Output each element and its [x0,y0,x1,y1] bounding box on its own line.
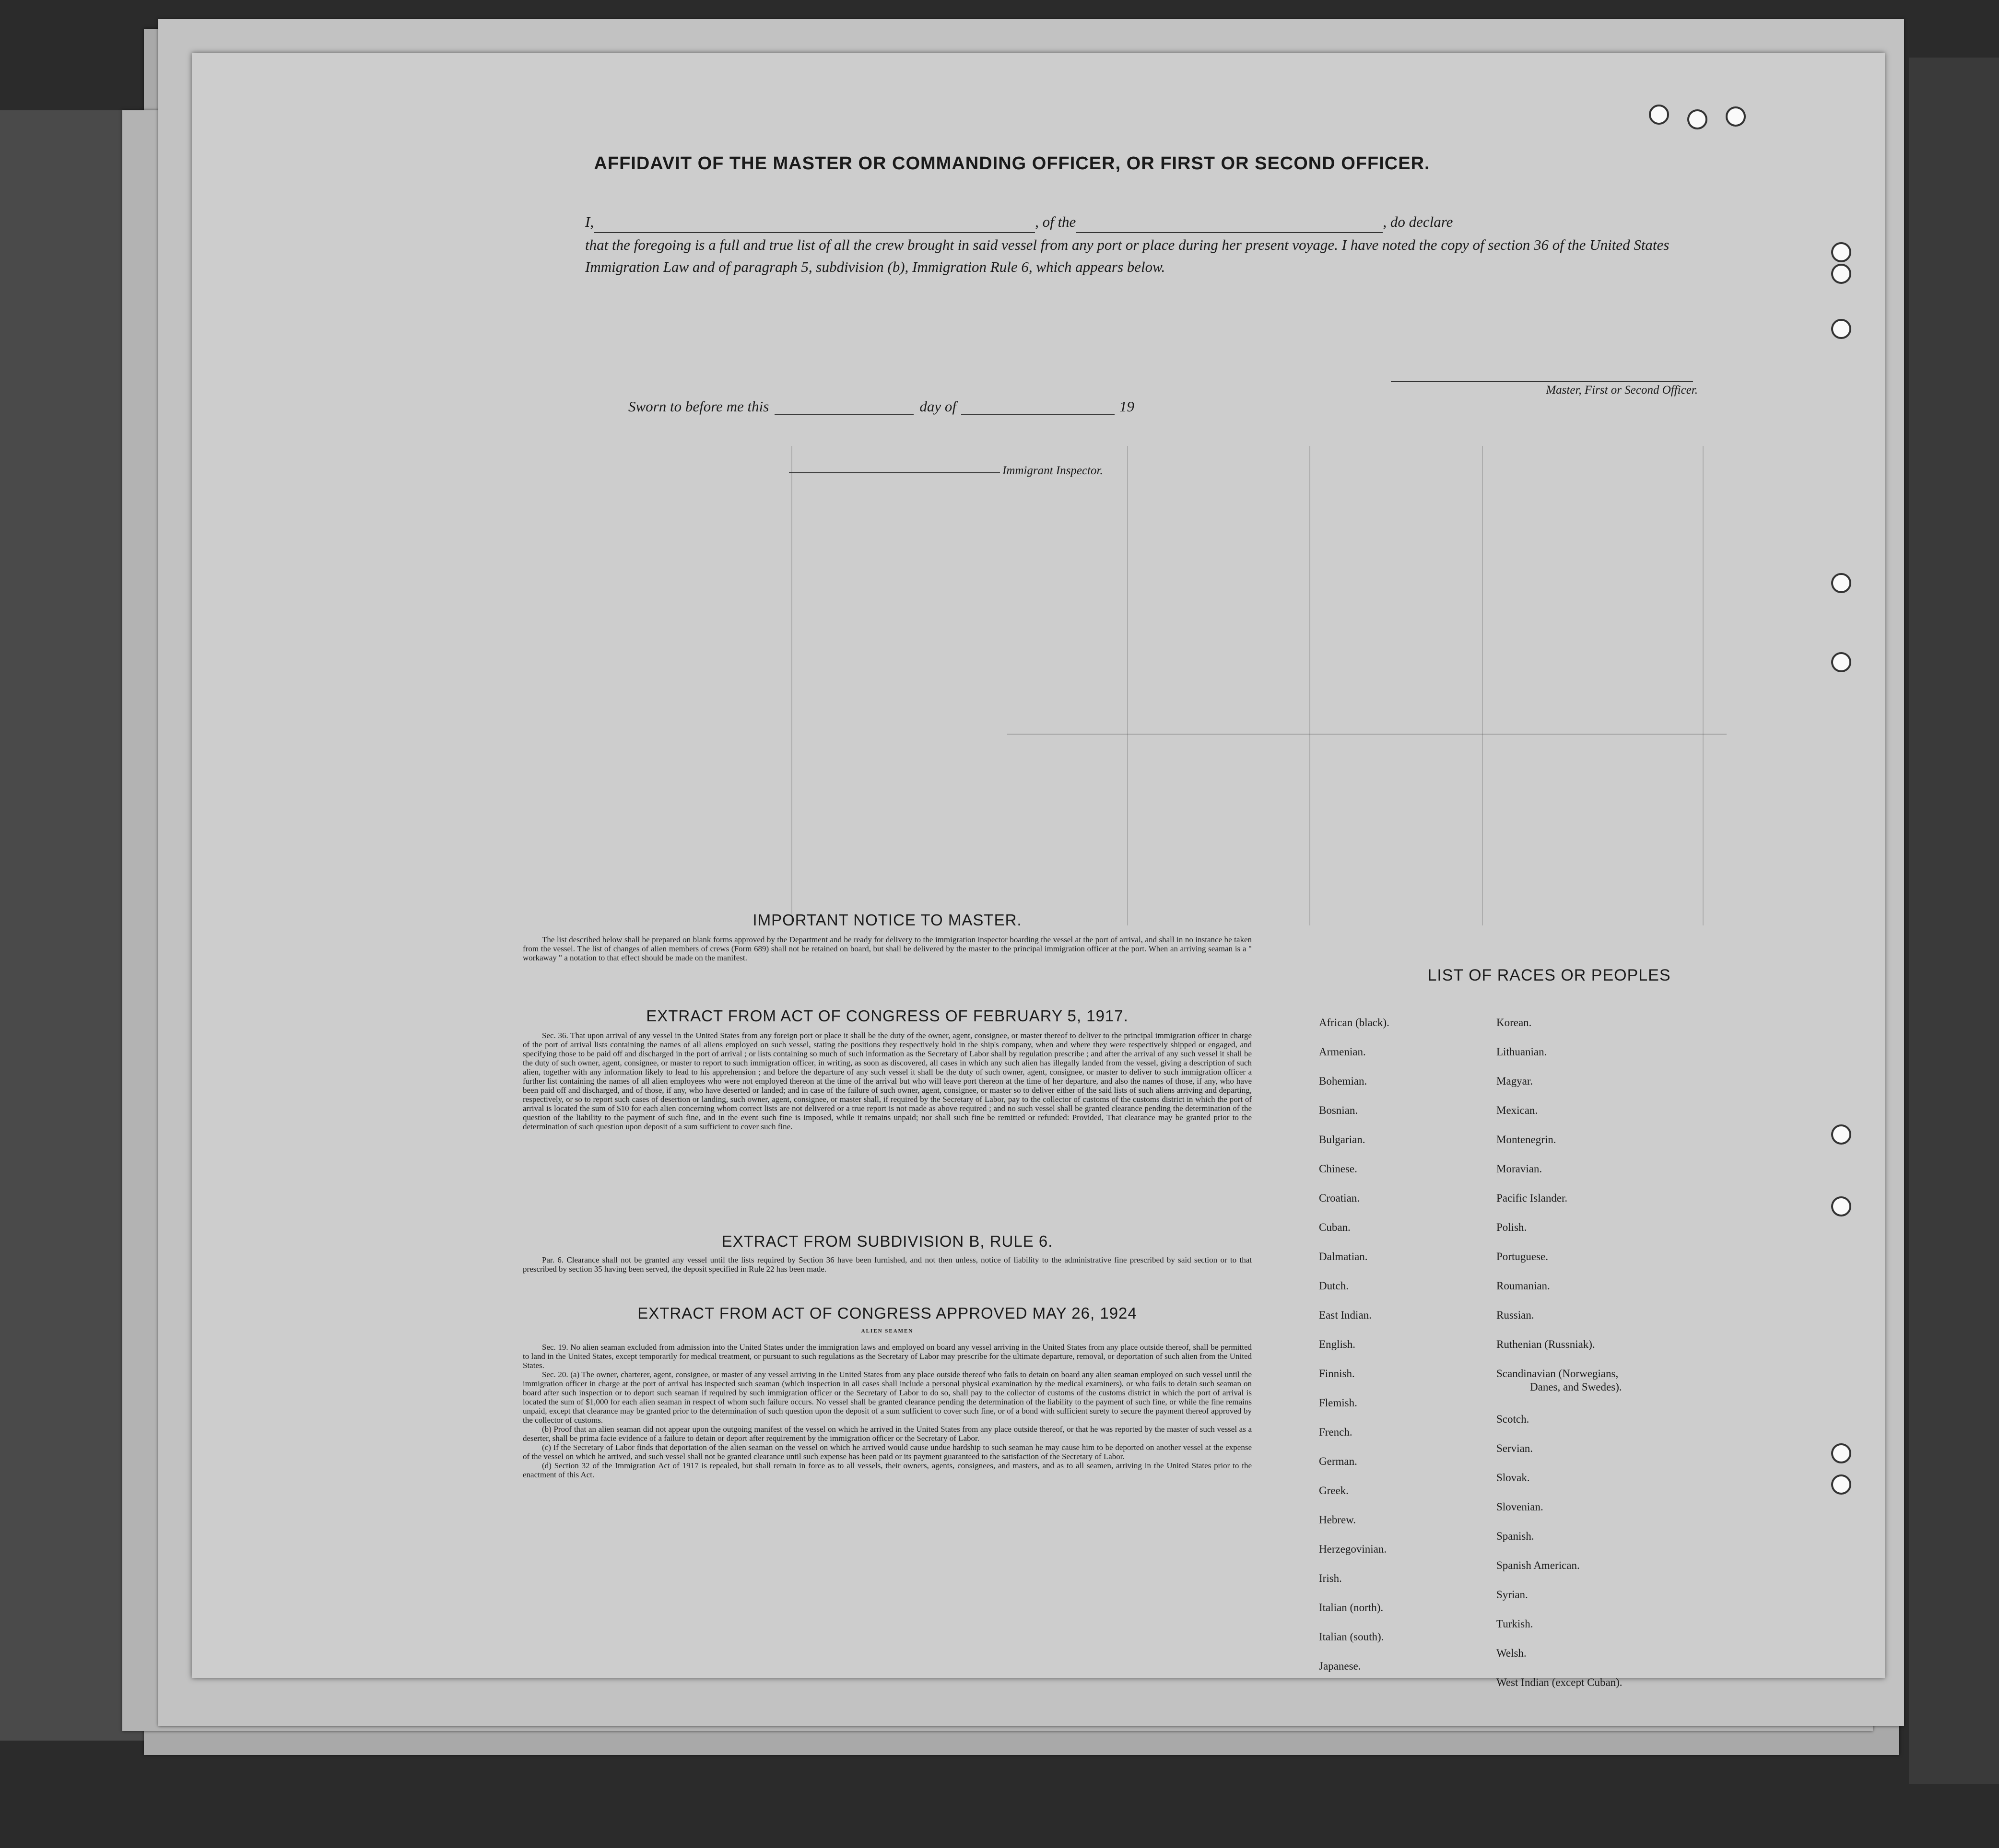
race-list-item: Mexican. [1496,1104,1538,1116]
race-list-item: Roumanian. [1496,1280,1550,1292]
extract-1924-paragraph: (d) Section 32 of the Immigration Act of 1917 is repealed, but shall remain in force as to all vessels, their owners, agents, consignees, and masters, and as to all seamen, arriving in the United States prior to the enactment of this Act. [523,1461,1252,1479]
punch-hole [1726,106,1746,127]
race-list-item: West Indian (except Cuban). [1496,1676,1623,1688]
inspector-line[interactable] [789,472,1000,473]
race-list-item: Chinese. [1319,1163,1357,1175]
race-list-item: Italian (north). [1319,1602,1384,1614]
race-list-item: Herzegovinian. [1319,1543,1387,1555]
race-list-item: Servian. [1496,1442,1533,1454]
bleed-through-line [1482,446,1483,925]
punch-hole [1831,242,1851,262]
race-list-item: Italian (south). [1319,1631,1384,1643]
extract-1924-paragraph: Sec. 19. No alien seaman excluded from admission into the United States under the immigration laws and employed on board any vessel arriving in the United States from any place outside thereof, shall be permitted to land in the United States, except temporarily for medical treatment, or pursuant to such regulations as the Secretary of Labor may prescribe for the ultimate departure, removal, or deportation of such alien from the United States. [523,1343,1252,1370]
race-list-item: Bohemian. [1319,1075,1367,1087]
extract-1917-title: EXTRACT FROM ACT OF CONGRESS OF FEBRUARY 5, 1917. [646,1007,1129,1025]
extract-1917-paragraph: Sec. 36. That upon arrival of any vessel in the United States from any foreign port or place it shall be the duty of the owner, agent, consignee, or master thereof to deliver to the principal immigration officer in charge of the port of arrival lists containing the names of all aliens employed on such vessel, stating the positions they respectively hold in the ship's company, when and where they were respectively shipped or engaged, and specifying those to be paid off and discharged in the port of arrival ; or lists containing so much of such information as the Secretary of Labor shall by regulation prescribe ; and after the arrival of any such vessel it shall be the duty of such owner, agent, consignee, or master to report to such immigration officer, in writing, as soon as discovered, all cases in which any such alien has illegally landed from the vessel, giving a description of such alien, together with any information likely to lead to his apprehension ; and before the departure of any such vessel it shall be the duty of such owner, agent, consignee, or master to deliver to such immigration officer a further list containing the names of all alien employees who were not employed thereon at the time of the arrival but who will leave port thereon at the time of her departure, and also the names of those, if any, who have been paid off and discharged, and of those, if any, who have deserted or landed; and in case of the failure of such owner, agent, consignee, or master so to deliver either of the said lists of such aliens arriving and departing, respectively, or so to report such cases of desertion or landing, such owner, agent, consignee, or master shall, if required by the Secretary of Labor, pay to the collector of customs of the customs district in which the port of arrival is located the sum of $10 for each alien concerning whom correct lists are not delivered or a true report is not made as above required ; and no such vessel shall be granted clearance pending the determination of the question of the liability to the payment of such fine, and in the event such fine is imposed, while it remains unpaid; nor shall such fine be remitted or refunded: Provided, That clearance may be granted prior to the determination of such question upon deposit of a sum sufficient to cover such fine. [523,1031,1252,1131]
notice-text [523,935,1252,962]
day-of-label: day of [919,398,956,415]
punch-hole [1831,652,1851,672]
vessel-blank[interactable] [1076,219,1383,233]
affidavit-text: that the foregoing is a full and true list of all the crew brought in said vessel from any port or place during her present voyage. I have noted the copy of section 36 of the United States Immigration Law and of paragraph 5, subdivision (b), Immigration Rule 6, which appears below. [585,236,1670,275]
race-list-item: Polish. [1496,1221,1527,1233]
race-list-item: Korean. [1496,1017,1532,1029]
race-list-item: Hebrew. [1319,1514,1356,1526]
punch-hole [1831,319,1851,339]
do-declare-label: , do declare [1383,213,1453,230]
race-list-item: Syrian. [1496,1589,1528,1601]
notice-paragraph: The list described below shall be prepared on blank forms approved by the Department and be ready for delivery to the immigration inspector boarding the vessel at the port of arrival, and shall in no instance be taken from the vessel. The list of changes of alien members of crews (Form 689) shall not be retained on board, but shall be delivered by the master to the principal immigration officer at the port. When an arriving seaman is a " workaway " a notation to that effect should be made on the manifest. [523,935,1252,962]
sworn-prefix: Sworn to before me this [628,398,769,415]
race-list-item: East Indian. [1319,1309,1372,1321]
race-list-item: Greek. [1319,1485,1349,1497]
scan-backdrop-right [1909,58,1999,1784]
punch-hole [1831,264,1851,284]
punch-hole [1831,1474,1851,1495]
race-list-item: Armenian. [1319,1046,1366,1058]
signature-caption: Master, First or Second Officer. [1546,384,1698,397]
race-list-item: Magyar. [1496,1075,1533,1087]
race-list-item: Welsh. [1496,1647,1527,1659]
punch-hole [1649,105,1669,125]
day-blank[interactable] [775,401,914,415]
race-list-item: African (black). [1319,1017,1389,1029]
extract-1917-text [523,1031,1252,1131]
bleed-through-line [1309,446,1310,925]
extract-1924-paragraph: (c) If the Secretary of Labor finds that deportation of the alien seaman on the vessel on which he arrived would cause undue hardship to such seaman he may cause him to be deported on another vessel at the expense of the vessel on which he arrived, and such vessel shall not be granted clearance until such expense has been paid or its payment guaranteed to the satisfaction of the Secretary of Labor. [523,1443,1252,1461]
race-list-item: Cuban. [1319,1221,1351,1233]
race-list-item: Bosnian. [1319,1104,1358,1116]
punch-hole [1687,109,1707,129]
race-list-item: Danes, and Swedes). [1530,1381,1622,1393]
race-list-item: Moravian. [1496,1163,1542,1175]
race-list-item: Slovak. [1496,1472,1530,1484]
year-label: 19 [1119,398,1134,415]
i-label: I, [585,213,594,230]
rule6-title: EXTRACT FROM SUBDIVISION B, RULE 6. [721,1232,1053,1250]
race-list-item: Scandinavian (Norwegians, [1496,1368,1619,1380]
races-title: LIST OF RACES OR PEOPLES [1427,966,1671,984]
signature-line[interactable] [1391,381,1693,382]
bleed-through-line [1127,446,1128,925]
race-list-item: Croatian. [1319,1192,1360,1204]
extract-1924-paragraph: Sec. 20. (a) The owner, charterer, agent, consignee, or master of any vessel arriving in the United States from any place outside thereof who fails to detain on board any alien seaman employed on such vessel until the immigration officer in charge at the port of arrival has inspected such seaman (which inspection in all cases shall include a personal physical examination by the medical examiners), or who fails to detain such seaman on board after such inspection or to deport such seaman if required by such immigration officer or the Secretary of Labor to do so, shall pay to the collector of customs of the customs district in which the port of arrival is located the sum of $1,000 for each alien seaman in respect of whom such failure occurs. No vessel shall be granted clearance pending the determination of the liability to the payment of such fine, or while the fine remains unpaid, except that clearance may be granted prior to the determination of such question upon the deposit of a sum sufficient to cover such fine, or of a bond with sufficient surety to secure the payment thereof approved by the collector of customs. [523,1370,1252,1425]
race-list-item: English. [1319,1338,1356,1350]
rule6-text [523,1255,1252,1274]
race-list-item: French. [1319,1426,1352,1438]
race-list-item: Portuguese. [1496,1251,1548,1263]
race-list-item: Dutch. [1319,1280,1349,1292]
affidavit-body [585,211,1727,278]
bleed-through-line [1703,446,1704,925]
race-list-item: Slovenian. [1496,1501,1543,1513]
extract-1924-text [523,1343,1252,1479]
month-blank[interactable] [961,401,1115,415]
punch-hole [1831,1443,1851,1463]
alien-seamen-subheading: ALIEN SEAMEN [861,1328,914,1334]
inspector-caption: Immigrant Inspector. [1002,464,1103,477]
race-list-item: Ruthenian (Russniak). [1496,1338,1595,1350]
race-list-item: Dalmatian. [1319,1251,1368,1263]
declaration-line [585,211,1727,233]
punch-hole [1831,573,1851,593]
of-the-label: , of the [1035,213,1076,230]
race-list-item: Spanish American. [1496,1559,1580,1571]
race-list-item: Russian. [1496,1309,1534,1321]
race-list-item: Finnish. [1319,1368,1355,1380]
race-list-item: Japanese. [1319,1660,1361,1672]
punch-hole [1831,1196,1851,1216]
sworn-line [628,398,1134,415]
race-list-item: Spanish. [1496,1530,1534,1542]
race-list-item: Turkish. [1496,1618,1533,1630]
race-list-item: Scotch. [1496,1413,1529,1425]
punch-hole [1831,1124,1851,1145]
bleed-through-line [791,446,792,925]
extract-1924-paragraph: (b) Proof that an alien seaman did not appear upon the outgoing manifest of the vessel on which he arrived in the United States from any place outside thereof, or that he was reported by the master of such vessel as a deserter, shall be prima facie evidence of a failure to detain or deport after requirement by the immigration officer or the Secretary of Labor. [523,1425,1252,1443]
race-list-item: Bulgarian. [1319,1134,1365,1146]
race-list-item: German. [1319,1455,1357,1467]
extract-1924-title: EXTRACT FROM ACT OF CONGRESS APPROVED MAY 26, 1924 [637,1304,1137,1322]
document-page [192,53,1885,1688]
race-list-item: Irish. [1319,1572,1342,1584]
race-list-item: Lithuanian. [1496,1046,1547,1058]
race-list-item: Pacific Islander. [1496,1192,1568,1204]
notice-title: IMPORTANT NOTICE TO MASTER. [753,911,1022,929]
race-list-item: Montenegrin. [1496,1134,1556,1146]
race-list-item: Flemish. [1319,1397,1357,1409]
bleed-through-line [1007,734,1727,735]
rule6-paragraph: Par. 6. Clearance shall not be granted any vessel until the lists required by Section 36 have been furnished, and not then unless, notice of liability to the administrative fine prescribed by said section or to that prescribed by section 35 having been served, the deposit specified in Rule 22 has been made. [523,1255,1252,1274]
name-blank[interactable] [594,219,1035,233]
affidavit-title: AFFIDAVIT OF THE MASTER OR COMMANDING OFFICER, OR FIRST OR SECOND OFFICER. [594,153,1430,174]
